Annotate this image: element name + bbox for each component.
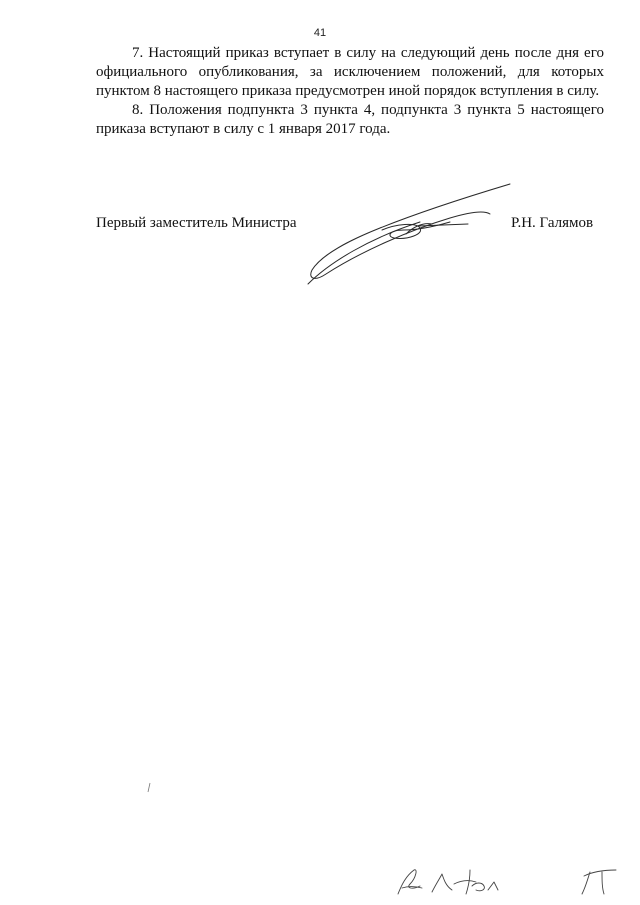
signer-name: Р.Н. Галямов xyxy=(511,215,594,231)
handwritten-initials xyxy=(392,866,632,898)
document-body xyxy=(96,44,604,139)
page-number: 41 xyxy=(313,27,327,39)
paragraph-8: 8. Положения подпункта 3 пункта 4, подпункта 3 пункта 5 настоящего приказа вступают в силу с 1 января 2017 года. xyxy=(96,102,604,137)
stray-mark xyxy=(146,782,152,794)
handwritten-signature xyxy=(300,178,520,288)
signer-title: Первый заместитель Министра xyxy=(96,215,297,231)
paragraph-7: 7. Настоящий приказ вступает в силу на следующий день после дня его официального опубликования, за исключением положений, для которых пунктом 8 настоящего приказа предусмотрен иной порядок вступления в силу. xyxy=(96,45,604,99)
